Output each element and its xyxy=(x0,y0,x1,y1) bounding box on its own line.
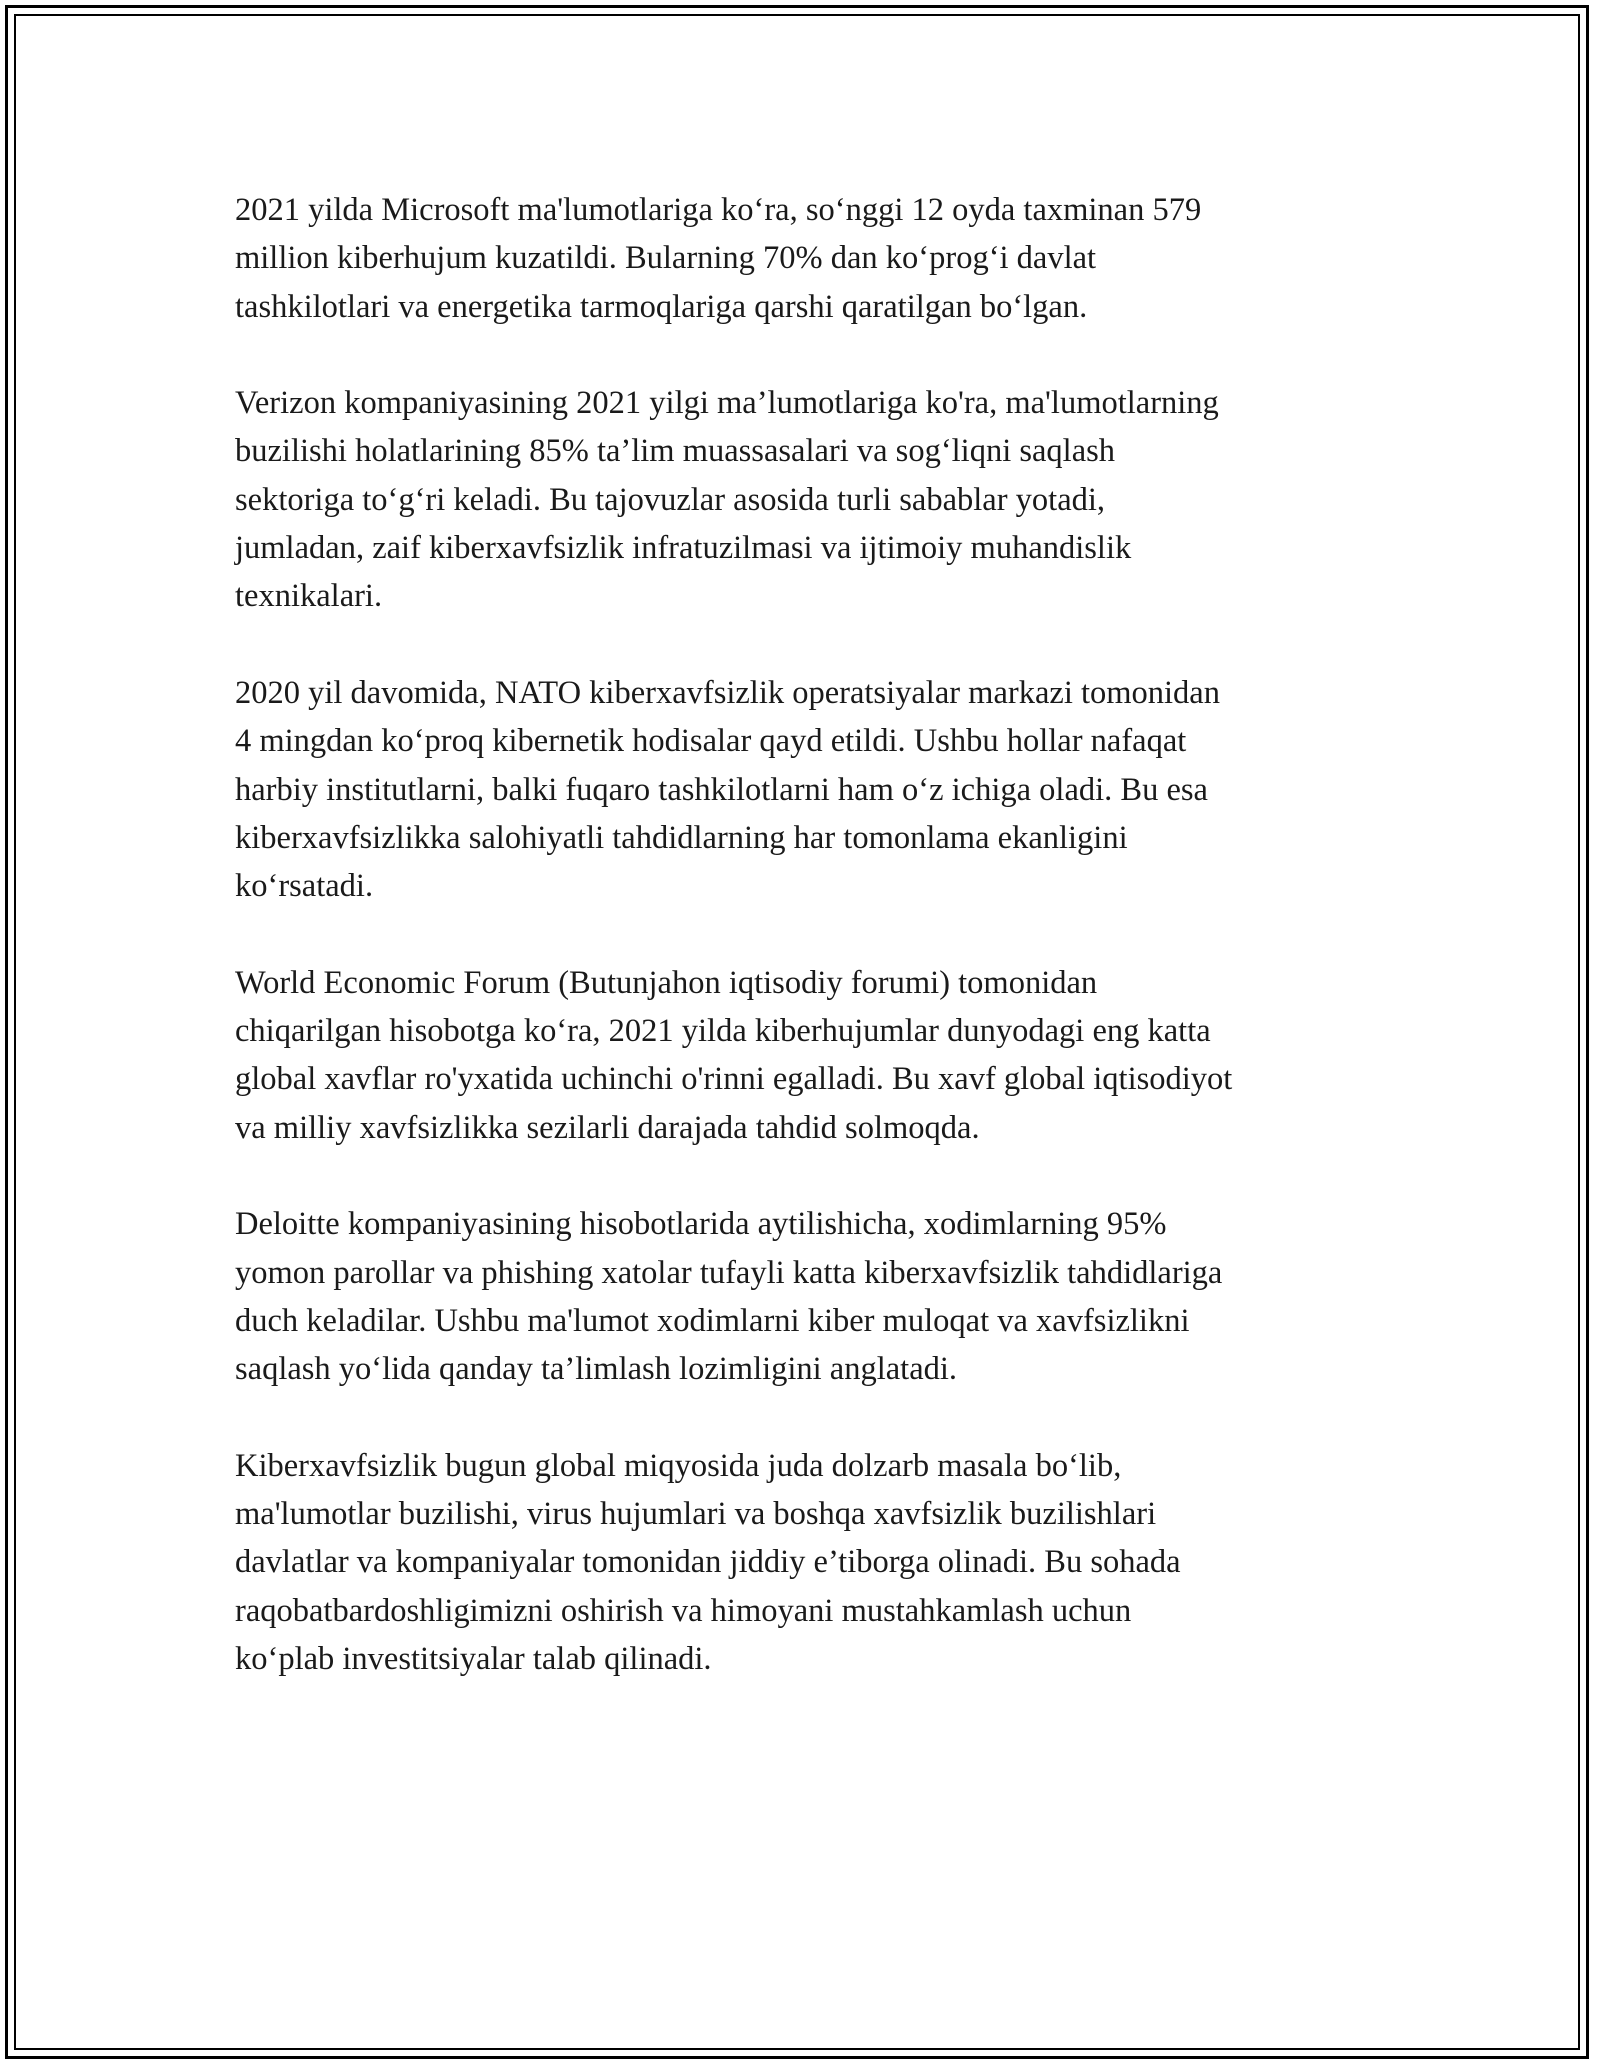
text-line: va milliy xavfsizlikka sezilarli darajada tahdid solmoqda. xyxy=(235,1109,980,1146)
paragraph-microsoft-stats xyxy=(235,186,1385,331)
text-line: tashkilotlari va energetika tarmoqlariga qarshi qaratilgan bo‘lgan. xyxy=(235,288,1088,325)
text-line: duch keladilar. Ushbu ma'lumot xodimlarni kiber muloqat va xavfsizlikni xyxy=(235,1302,1190,1339)
text-line: raqobatbardoshligimizni oshirish va himoyani mustahkamlash uchun xyxy=(235,1592,1132,1629)
text-line: ko‘rsatadi. xyxy=(235,868,374,905)
text-line: sektoriga to‘g‘ri keladi. Bu tajovuzlar asosida turli sabablar yotadi, xyxy=(235,481,1106,518)
text-line: davlatlar va kompaniyalar tomonidan jiddiy e’tiborga olinadi. Bu sohada xyxy=(235,1544,1181,1581)
text-line: harbiy institutlarni, balki fuqaro tashkilotlarni ham o‘z ichiga oladi. Bu esa xyxy=(235,771,1208,808)
text-line: Deloitte kompaniyasining hisobotlarida aytilishicha, xodimlarning 95% xyxy=(235,1206,1167,1243)
text-line: Verizon kompaniyasining 2021 yilgi ma’lumotlariga ko'ra, ma'lumotlarning xyxy=(235,385,1219,422)
text-line: 4 mingdan ko‘proq kibernetik hodisalar qayd etildi. Ushbu hollar nafaqat xyxy=(235,723,1187,760)
text-line: 2020 yil davomida, NATO kiberxavfsizlik operatsiyalar markazi tomonidan xyxy=(235,674,1220,711)
text-line: global xavflar ro'yxatida uchinchi o'rinni egalladi. Bu xavf global iqtisodiyot xyxy=(235,1061,1233,1098)
text-line: kiberxavfsizlikka salohiyatli tahdidlarning har tomonlama ekanligini xyxy=(235,819,1128,856)
text-line: jumladan, zaif kiberxavfsizlik infratuzilmasi va ijtimoiy muhandislik xyxy=(235,530,1132,567)
text-line: yomon parollar va phishing xatolar tufayli katta kiberxavfsizlik tahdidlariga xyxy=(235,1254,1223,1291)
document-body xyxy=(235,186,1385,1683)
paragraph-nato-stats xyxy=(235,669,1385,910)
text-line: texnikalari. xyxy=(235,578,383,615)
paragraph-deloitte-report xyxy=(235,1200,1385,1393)
paragraph-conclusion xyxy=(235,1442,1385,1683)
text-line: ma'lumotlar buzilishi, virus hujumlari va boshqa xavfsizlik buzilishlari xyxy=(235,1496,1157,1533)
text-line: chiqarilgan hisobotga ko‘ra, 2021 yilda kiberhujumlar dunyodagi eng katta xyxy=(235,1013,1211,1050)
text-line: ko‘plab investitsiyalar talab qilinadi. xyxy=(235,1640,712,1677)
text-line: million kiberhujum kuzatildi. Bularning 70% dan ko‘prog‘i davlat xyxy=(235,240,1097,277)
text-line: 2021 yilda Microsoft ma'lumotlariga ko‘ra, so‘nggi 12 oyda taxminan 579 xyxy=(235,192,1202,228)
text-line: World Economic Forum (Butunjahon iqtisodiy forumi) tomonidan xyxy=(235,964,1098,1001)
text-line: buzilishi holatlarining 85% ta’lim muassasalari va sog‘liqni saqlash xyxy=(235,433,1116,470)
paragraph-wef-report xyxy=(235,959,1385,1152)
paragraph-verizon-stats xyxy=(235,379,1385,620)
text-line: saqlash yo‘lida qanday ta’limlash lozimligini anglatadi. xyxy=(235,1351,958,1388)
text-line: Kiberxavfsizlik bugun global miqyosida juda dolzarb masala bo‘lib, xyxy=(235,1447,1122,1484)
